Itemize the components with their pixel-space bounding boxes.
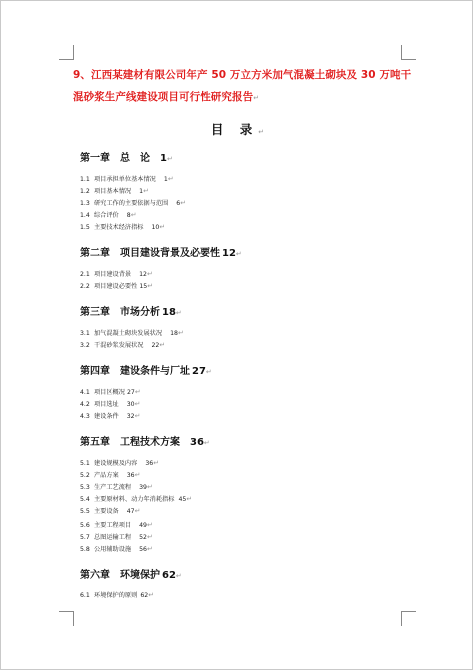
toc-item-5-5[interactable] <box>80 506 141 515</box>
toc-item-number: 6.1 <box>80 592 90 599</box>
toc-chapter-5[interactable] <box>80 433 210 448</box>
toc-item-5-8[interactable] <box>80 544 153 553</box>
toc-item-title: 主要工程项目 <box>94 522 132 529</box>
paragraph-mark: ↵ <box>147 270 153 278</box>
toc-item-title: 项目承担单位基本情况 <box>94 176 156 183</box>
toc-chapter-title: 第一章 总 论 <box>80 153 150 164</box>
toc-heading-text: 目 录 <box>210 122 259 137</box>
toc-item-number: 5.1 <box>80 460 90 467</box>
paragraph-mark: ↵ <box>166 155 173 163</box>
toc-item-number: 5.5 <box>80 508 90 515</box>
toc-item-5-6[interactable] <box>80 520 153 529</box>
toc-chapter-4[interactable] <box>80 362 212 377</box>
toc-item-title: 项目区概况 <box>94 389 125 396</box>
toc-item-number: 5.2 <box>80 472 90 479</box>
paragraph-mark: ↵ <box>175 309 182 317</box>
toc-item-page: 47 <box>126 508 135 515</box>
toc-item-number: 3.2 <box>80 342 90 349</box>
paragraph-mark: ↵ <box>130 211 137 219</box>
toc-item-1-2[interactable] <box>80 186 149 195</box>
toc-item-page: 8 <box>126 212 131 219</box>
toc-item-page: 12 <box>139 271 147 278</box>
paragraph-mark: ↵ <box>134 471 141 479</box>
toc-item-1-3[interactable] <box>80 198 186 207</box>
paragraph-mark: ↵ <box>203 439 210 447</box>
toc-item-page: 18 <box>170 330 178 337</box>
paragraph-mark: ↵ <box>258 128 265 136</box>
toc-item-title: 环境保护的原则 <box>94 592 138 599</box>
paragraph-mark: ↵ <box>175 572 182 580</box>
paragraph-mark: ↵ <box>134 400 141 408</box>
toc-item-title: 建设规模及内容 <box>94 460 138 467</box>
paragraph-mark: ↵ <box>147 545 153 553</box>
toc-item-page: 32 <box>126 413 135 420</box>
paragraph-mark: ↵ <box>147 521 153 529</box>
toc-item-title: 主要原材料、动力年消耗指标 <box>94 496 175 503</box>
toc-item-title: 项目基本情况 <box>94 188 132 195</box>
toc-item-page: 49 <box>139 522 147 529</box>
toc-item-title: 项目选址 <box>94 401 119 408</box>
toc-item-title: 项目建设必要性 <box>94 283 138 290</box>
toc-chapter-title: 第二章 项目建设背景及必要性 <box>80 248 220 259</box>
paragraph-mark: ↵ <box>177 329 184 337</box>
document-title <box>73 64 413 109</box>
toc-chapter-page: 36 <box>190 437 204 448</box>
toc-chapter-page: 12 <box>222 248 236 259</box>
toc-item-page: 10 <box>151 224 160 231</box>
toc-item-5-3[interactable] <box>80 482 153 491</box>
toc-item-title: 总图运输工程 <box>94 534 132 541</box>
toc-item-1-5[interactable] <box>80 222 165 231</box>
toc-chapter-page: 27 <box>192 366 206 377</box>
toc-item-title: 产品方案 <box>94 472 119 479</box>
toc-chapter-3[interactable] <box>80 303 182 318</box>
toc-item-title: 综合评价 <box>94 212 119 219</box>
paragraph-mark: ↵ <box>159 341 166 349</box>
toc-item-page: 1 <box>139 188 144 195</box>
paragraph-mark: ↵ <box>134 388 141 396</box>
toc-item-4-2[interactable] <box>80 399 141 408</box>
paragraph-mark: ↵ <box>147 483 153 491</box>
toc-item-number: 1.5 <box>80 224 90 231</box>
toc-item-number: 1.2 <box>80 188 90 195</box>
toc-item-number: 3.1 <box>80 330 90 337</box>
corner-mark-bottom-left <box>59 611 74 626</box>
toc-item-number: 1.3 <box>80 200 90 207</box>
toc-item-page: 52 <box>139 534 147 541</box>
toc-item-page: 39 <box>139 484 147 491</box>
toc-item-6-1[interactable] <box>80 590 154 599</box>
toc-item-page: 1 <box>163 176 168 183</box>
toc-item-title: 生产工艺流程 <box>94 484 132 491</box>
toc-chapter-page: 62 <box>162 570 176 581</box>
toc-item-number: 2.1 <box>80 271 90 278</box>
toc-chapter-page: 1 <box>160 153 167 164</box>
paragraph-mark: ↵ <box>143 187 149 195</box>
paragraph-mark: ↵ <box>147 533 153 541</box>
toc-item-title: 主要设备 <box>94 508 119 515</box>
paragraph-mark: ↵ <box>134 412 141 420</box>
paragraph-mark: ↵ <box>253 94 260 102</box>
toc-item-page: 36 <box>145 460 154 467</box>
toc-item-number: 4.3 <box>80 413 90 420</box>
paragraph-mark: ↵ <box>235 250 242 258</box>
toc-chapter-2[interactable] <box>80 244 242 259</box>
paragraph-mark: ↵ <box>205 368 212 376</box>
toc-item-title: 主要技术经济指标 <box>94 224 144 231</box>
toc-item-page: 22 <box>151 342 160 349</box>
toc-item-title: 建设条件 <box>94 413 119 420</box>
toc-item-3-2[interactable] <box>80 340 165 349</box>
paragraph-mark: ↵ <box>180 199 187 207</box>
toc-item-title: 干混砂浆发展状况 <box>94 342 144 349</box>
toc-item-number: 4.1 <box>80 389 90 396</box>
document-title-text: 9、江西某建材有限公司年产 50 万立方米加气混凝土砌块及 30 万吨干混砂浆生产线建设项目可行性研究报告 <box>73 69 412 103</box>
toc-item-title: 公用辅助设施 <box>94 546 132 553</box>
paragraph-mark: ↵ <box>147 282 154 290</box>
toc-item-page: 62 <box>140 592 149 599</box>
toc-item-page: 56 <box>139 546 147 553</box>
toc-item-page: 36 <box>126 472 135 479</box>
toc-chapter-page: 18 <box>162 307 176 318</box>
toc-heading <box>1 120 473 138</box>
toc-item-4-1[interactable] <box>80 387 141 396</box>
corner-mark-top-left <box>59 45 74 60</box>
toc-item-number: 1.4 <box>80 212 90 219</box>
toc-item-page: 27 <box>126 389 135 396</box>
toc-item-3-1[interactable] <box>80 328 184 337</box>
paragraph-mark: ↵ <box>148 591 155 599</box>
corner-mark-bottom-right <box>401 611 416 626</box>
toc-item-number: 1.1 <box>80 176 90 183</box>
toc-item-page: 45 <box>178 496 187 503</box>
paragraph-mark: ↵ <box>159 223 166 231</box>
toc-item-number: 4.2 <box>80 401 90 408</box>
toc-item-page: 15 <box>139 283 148 290</box>
toc-item-5-7[interactable] <box>80 532 153 541</box>
toc-item-2-1[interactable] <box>80 269 153 278</box>
toc-item-4-3[interactable] <box>80 411 141 420</box>
paragraph-mark: ↵ <box>153 459 160 467</box>
toc-chapter-title: 第四章 建设条件与厂址 <box>80 366 190 377</box>
paragraph-mark: ↵ <box>167 175 174 183</box>
paragraph-mark: ↵ <box>186 495 193 503</box>
toc-item-page: 6 <box>176 200 181 207</box>
toc-item-number: 5.6 <box>80 522 90 529</box>
toc-item-2-2[interactable] <box>80 281 153 290</box>
toc-item-5-2[interactable] <box>80 470 141 479</box>
toc-chapter-1[interactable] <box>80 149 173 164</box>
corner-mark-top-right <box>401 45 416 60</box>
toc-chapter-title: 第六章 环境保护 <box>80 570 160 581</box>
toc-chapter-6[interactable] <box>80 566 182 581</box>
toc-chapter-title: 第三章 市场分析 <box>80 307 160 318</box>
toc-item-number: 5.8 <box>80 546 90 553</box>
toc-item-5-1[interactable] <box>80 458 159 467</box>
toc-item-1-1[interactable] <box>80 174 174 183</box>
toc-item-number: 5.4 <box>80 496 90 503</box>
toc-item-title: 项目建设背景 <box>94 271 132 278</box>
toc-item-title: 研究工作的主要依据与范围 <box>94 200 169 207</box>
toc-item-number: 5.3 <box>80 484 90 491</box>
toc-item-number: 2.2 <box>80 283 90 290</box>
toc-item-title: 加气混凝土砌块发展状况 <box>94 330 163 337</box>
toc-item-number: 5.7 <box>80 534 90 541</box>
paragraph-mark: ↵ <box>134 507 141 515</box>
toc-chapter-title: 第五章 工程技术方案 <box>80 437 180 448</box>
toc-item-page: 30 <box>126 401 135 408</box>
toc-item-5-4[interactable] <box>80 494 192 503</box>
toc-item-1-4[interactable] <box>80 210 137 219</box>
